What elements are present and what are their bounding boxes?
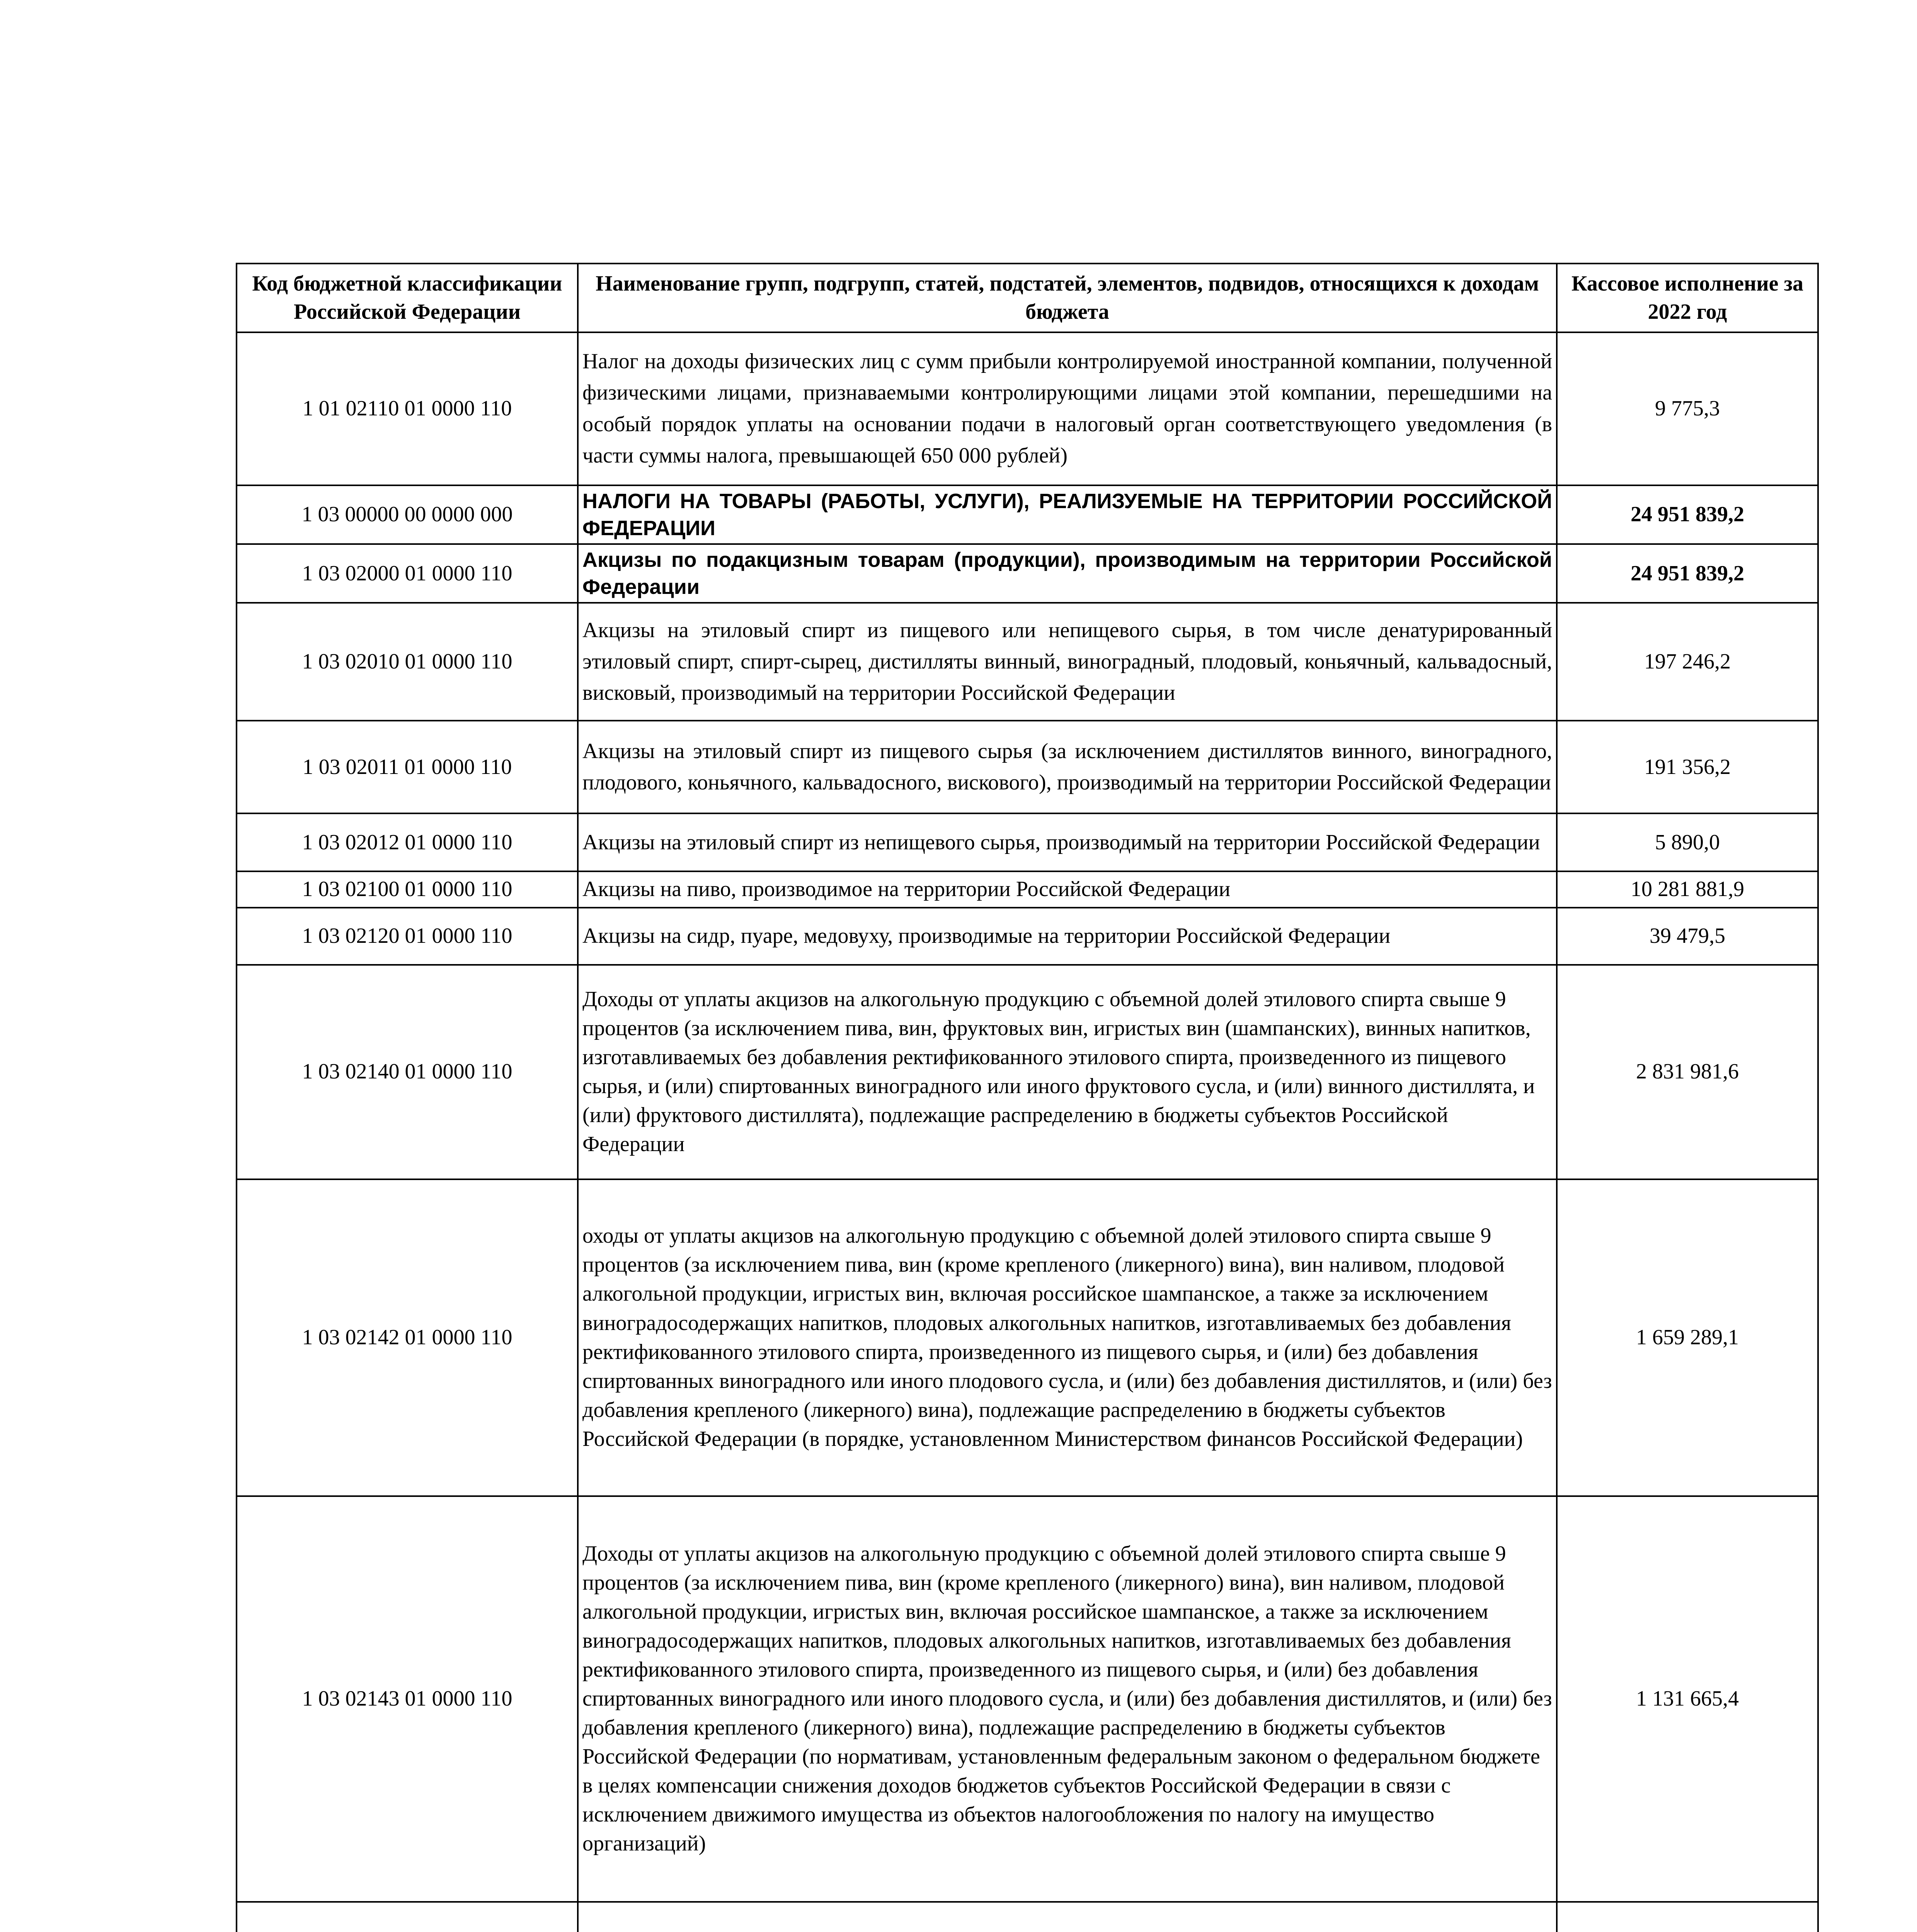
row-name: Акцизы по подакцизным товарам (продукции), производимым на территории Российской Федерации: [578, 544, 1557, 603]
header-name: Наименование групп, подгрупп, статей, подстатей, элементов, подвидов, относящихся к доходам бюджета: [578, 264, 1557, 332]
table-row: [237, 965, 1818, 1179]
row-code: 1 03 02000 01 0000 110: [237, 544, 578, 603]
table-row: [237, 603, 1818, 721]
row-name: НАЛОГИ НА ТОВАРЫ (РАБОТЫ, УСЛУГИ), РЕАЛИЗУЕМЫЕ НА ТЕРРИТОРИИ РОССИЙСКОЙ ФЕДЕРАЦИИ: [578, 485, 1557, 544]
row-code: [237, 1902, 578, 1932]
table-row: [237, 1496, 1818, 1902]
table-row: [237, 1902, 1818, 1932]
row-name: Доходы от уплаты акцизов на алкогольную продукцию с объемной долей этилового спирта свыше 9 процентов (за исключением пива, вин, фруктовых вин, игристых вин (шампанских), винных напитков, изготавливаемых без добавления ректификованного этилового спирта, произведенного из пищевого сырья, и (или) спиртованных виноградного или иного фруктового сусла, и (или) винного дистиллята, и (или) фруктового дистиллята), подлежащие распределению в бюджеты субъектов Российской Федерации: [578, 965, 1557, 1179]
row-code: 1 03 02011 01 0000 110: [237, 721, 578, 813]
table-row: [237, 871, 1818, 907]
row-name: Акцизы на этиловый спирт из непищевого сырья, производимый на территории Российской Федерации: [578, 813, 1557, 871]
row-name: Акцизы на этиловый спирт из пищевого или непищевого сырья, в том числе денатурированный этиловый спирт, спирт-сырец, дистилляты винный, виноградный, плодовый, коньячный, кальвадосный, висковый, производимый на территории Российской Федерации: [578, 603, 1557, 721]
header-code: Код бюджетной классификации Российской Федерации: [237, 264, 578, 332]
table-row: [237, 1179, 1818, 1496]
header-amount: Кассовое исполнение за 2022 год: [1557, 264, 1818, 332]
row-code: 1 03 02142 01 0000 110: [237, 1179, 578, 1496]
row-amount: 5 890,0: [1557, 813, 1818, 871]
row-amount: 24 951 839,2: [1557, 544, 1818, 603]
row-name: Доходы от уплаты акцизов на алкогольную продукцию с объемной долей этилового спирта свыше 9 процентов (за исключением пива, вин (кроме крепленого (ликерного) вина), вин наливом, плодовой алкогольной продукции, игристых вин, включая российское шампанское, а также за исключением виноградосодержащих напитков, плодовых алкогольных напитков, изготавливаемых без добавления ректификованного этилового спирта, произведенного из пищевого сырья, и (или) без добавления спиртованных виноградного или иного плодового сусла, и (или) без добавления дистиллятов, и (или) без добавления крепленого (ликерного) вина), подлежащие распределению в бюджеты субъектов Российской Федерации (по нормативам, установленным федеральным законом о федеральном бюджете в целях компенсации снижения доходов бюджетов субъектов Российской Федерации в связи с исключением движимого имущества из объектов налогообложения по налогу на имущество организаций): [578, 1496, 1557, 1902]
row-code: 1 03 02010 01 0000 110: [237, 603, 578, 721]
row-amount: 1 131 665,4: [1557, 1496, 1818, 1902]
row-name: [578, 1902, 1557, 1932]
row-code: 1 01 02110 01 0000 110: [237, 332, 578, 485]
row-code: 1 03 02143 01 0000 110: [237, 1496, 578, 1902]
row-amount: 24 951 839,2: [1557, 485, 1818, 544]
row-amount: 197 246,2: [1557, 603, 1818, 721]
table-row: [237, 908, 1818, 965]
row-name: Акцизы на сидр, пуаре, медовуху, производимые на территории Российской Федерации: [578, 908, 1557, 965]
row-code: 1 03 00000 00 0000 000: [237, 485, 578, 544]
row-name: Налог на доходы физических лиц с сумм прибыли контролируемой иностранной компании, полученной физическими лицами, признаваемыми контролирующими лицами этой компании, перешедшими на особый порядок уплаты на основании подачи в налоговый орган соответствующего уведомления (в части суммы налога, превышающей 650 000 рублей): [578, 332, 1557, 485]
row-code: 1 03 02120 01 0000 110: [237, 908, 578, 965]
table-header-row: [237, 264, 1818, 332]
table-row: [237, 485, 1818, 544]
row-code: 1 03 02140 01 0000 110: [237, 965, 578, 1179]
table-row: [237, 721, 1818, 813]
row-code: 1 03 02012 01 0000 110: [237, 813, 578, 871]
table-row: [237, 544, 1818, 603]
row-amount: [1557, 1902, 1818, 1932]
budget-revenue-table: [236, 263, 1819, 1932]
table-row: [237, 332, 1818, 485]
row-amount: 39 479,5: [1557, 908, 1818, 965]
row-name: Акцизы на этиловый спирт из пищевого сырья (за исключением дистиллятов винного, виноградного, плодового, коньячного, кальвадосного, вискового), производимый на территории Российской Федерации: [578, 721, 1557, 813]
row-amount: 1 659 289,1: [1557, 1179, 1818, 1496]
table-row: [237, 813, 1818, 871]
row-amount: 10 281 881,9: [1557, 871, 1818, 907]
row-amount: 191 356,2: [1557, 721, 1818, 813]
row-name: оходы от уплаты акцизов на алкогольную продукцию с объемной долей этилового спирта свыше 9 процентов (за исключением пива, вин (кроме крепленого (ликерного) вина), вин наливом, плодовой алкогольной продукции, игристых вин, включая российское шампанское, а также за исключением виноградосодержащих напитков, плодовых алкогольных напитков, изготавливаемых без добавления ректификованного этилового спирта, произведенного из пищевого сырья, и (или) без добавления спиртованных виноградного или иного плодового сусла, и (или) без добавления дистиллятов, и (или) без добавления крепленого (ликерного) вина), подлежащие распределению в бюджеты субъектов Российской Федерации (в порядке, установленном Министерством финансов Российской Федерации): [578, 1179, 1557, 1496]
row-amount: 2 831 981,6: [1557, 965, 1818, 1179]
row-code: 1 03 02100 01 0000 110: [237, 871, 578, 907]
row-name: Акцизы на пиво, производимое на территории Российской Федерации: [578, 871, 1557, 907]
row-amount: 9 775,3: [1557, 332, 1818, 485]
